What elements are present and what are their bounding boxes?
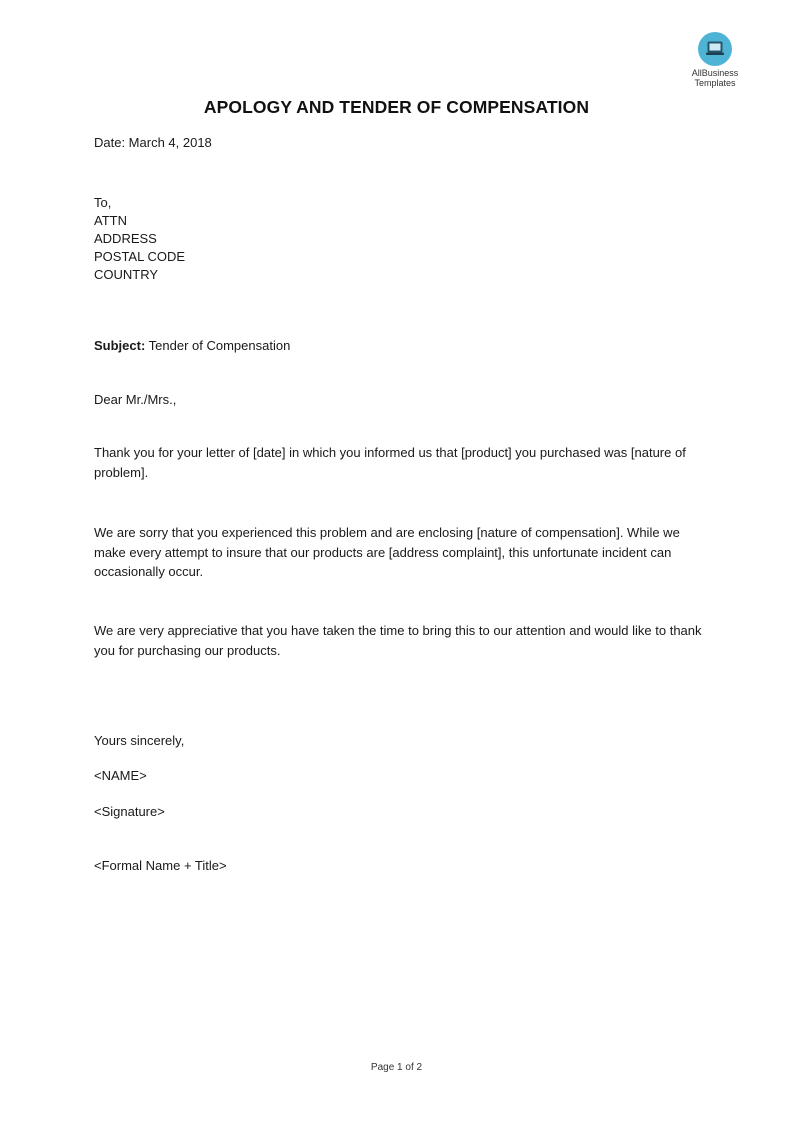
- address-to: To,: [94, 195, 112, 210]
- formal-name-title: <Formal Name + Title>: [94, 858, 227, 873]
- paragraph-2: We are sorry that you experienced this problem and are enclosing [nature of compensation]. While we make every attempt to insure that our products are [address complaint], this unfortunate incident can occasionally occur.: [94, 525, 680, 579]
- logo-text: [680, 68, 750, 88]
- logo-line-2: Templates: [694, 78, 736, 88]
- laptop-icon: [698, 32, 732, 66]
- signature-placeholder: <Signature>: [94, 804, 165, 819]
- brand-logo: [680, 32, 750, 88]
- sender-name: <NAME>: [94, 768, 147, 783]
- paragraph-1: Thank you for your letter of [date] in which you informed us that [product] you purchased was [nature of problem].: [94, 445, 686, 480]
- closing: Yours sincerely,: [94, 733, 185, 748]
- address-country: COUNTRY: [94, 267, 159, 282]
- date-line: Date: March 4, 2018: [94, 135, 212, 150]
- address-attn: ATTN: [94, 213, 127, 228]
- logo-line-1: AllBusiness: [691, 68, 739, 78]
- subject-label: Subject:: [94, 338, 146, 353]
- subject-text: Tender of Compensation: [145, 338, 291, 353]
- page-number: Page 1 of 2: [370, 1062, 423, 1073]
- paragraph-3: We are very appreciative that you have taken the time to bring this to our attention and would like to thank you for purchasing our products.: [94, 623, 702, 658]
- document-title: APOLOGY AND TENDER OF COMPENSATION: [203, 97, 590, 117]
- subject-line: [94, 336, 290, 355]
- salutation: Dear Mr./Mrs.,: [94, 392, 177, 407]
- address-line: ADDRESS: [94, 231, 157, 246]
- address-postal-code: POSTAL CODE: [94, 249, 186, 264]
